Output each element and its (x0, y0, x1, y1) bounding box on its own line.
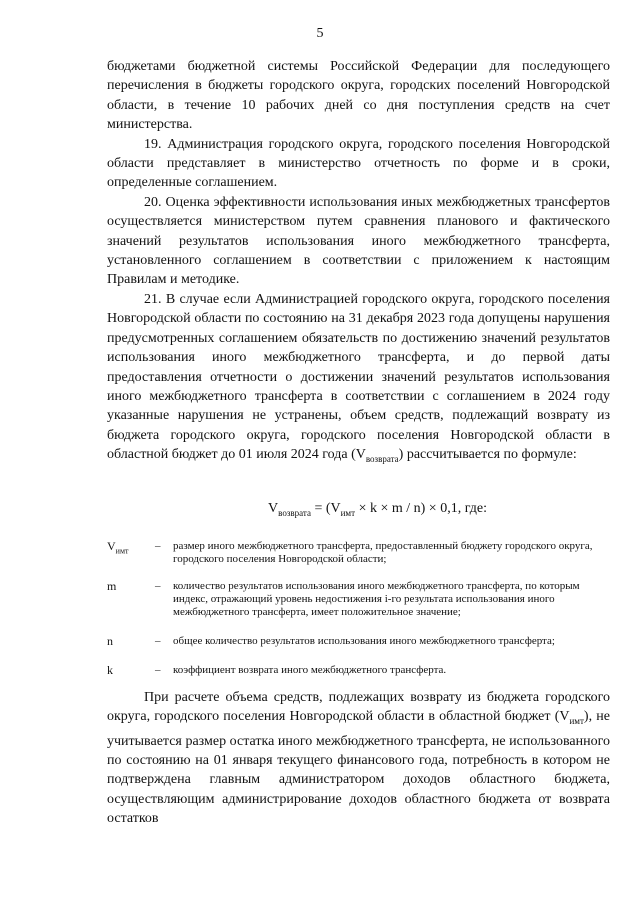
definition-dash: – (155, 635, 161, 647)
definition-text: количество результатов использования иного межбюджетного трансферта, по которым индекс, отражающий уровень недостижения i-го результата использования иного межбюджетного трансферта, имеет положительное значение; (173, 580, 580, 619)
definition-dash: – (155, 580, 161, 592)
definition-text: размер иного межбюджетного трансферта, предоставленный бюджету городского округа, городского поселения Новгородской области; (173, 540, 593, 566)
closing-text-block (107, 688, 610, 829)
definition-text: общее количество результатов использования иного межбюджетного трансферта; (173, 635, 555, 647)
definition-dash: – (155, 664, 161, 676)
definition-row (107, 635, 610, 664)
symbol-letter: V (107, 539, 116, 553)
paragraph-21-subscript: возврата (365, 453, 399, 464)
closing-tail: ), не учитывается размер остатка иного межбюджетного трансферта, не использованного по состоянию на 01 января текущего финансового года, потребность в котором не подтверждена главным администратором доходов областного бюджета, осуществляющим администрирование доходов областного бюджета от возврата остатков (107, 709, 610, 827)
paragraph-21-tail: ) рассчитывается по формуле: (398, 447, 577, 463)
definition-row (107, 580, 610, 635)
definition-text: коэффициент возврата иного межбюджетного трансферта. (173, 664, 447, 676)
definition-symbol: k (107, 663, 113, 677)
formula-rest: × k × m / n) × 0,1, где: (355, 501, 487, 516)
definition-symbol: n (107, 634, 113, 648)
paragraph-21-text: 21. В случае если Администрацией городского округа, городского поселения Новгородской области по состоянию на 31 декабря 2023 года допущены нарушения предусмотренных соглашением обязательств по достижению значений результатов использования иного межбюджетного трансферта, и до первой даты предоставления отчетности о достижении значений результатов использования иного межбюджетного трансферта в соответствии с соглашением в 2024 году указанные нарушения не устранены, объем средств, подлежащий возврату из бюджета городского округа, городского поселения Новгородской области в областной бюджет до 01 июля 2024 года (V (107, 291, 610, 463)
definition-dash: – (155, 540, 161, 552)
closing-paragraph (107, 688, 610, 829)
closing-subscript: имт (569, 716, 584, 727)
paragraph-20: 20. Оценка эффективности использования иных межбюджетных трансфертов осуществляется министерством путем сравнения планового и фактического значений результатов использования иного межбюджетного трансферта, установленного соглашением в соответствии с приложением к настоящим Правилам и методике. (107, 194, 610, 288)
paragraph-21 (107, 290, 610, 469)
paragraph-19: 19. Администрация городского округа, городского поселения Новгородской области представляет в министерство отчетность по форме и в сроки, определенные соглашением. (107, 136, 610, 191)
return-formula (0, 501, 640, 518)
paragraph-18-continuation: бюджетами бюджетной системы Российской Федерации для последующего перечисления в бюджеты городского округа, городских поселений Новгородской области, в течение 10 рабочих дней со дня поступления средств на счет министерства. (107, 59, 610, 133)
definition-symbol (107, 540, 129, 558)
definition-symbol: m (107, 579, 117, 593)
formula-eq: = (V (310, 501, 341, 516)
formula-v: V (268, 501, 279, 516)
formula-sub-return: возврата (278, 507, 311, 518)
page-number: 5 (316, 26, 324, 41)
definition-row (107, 540, 610, 580)
symbol-subscript: имт (115, 546, 129, 556)
main-text-block (107, 57, 610, 469)
definition-row (107, 664, 610, 682)
formula-sub-imt: имт (340, 507, 356, 518)
variable-definitions (107, 540, 610, 682)
closing-text: При расчете объема средств, подлежащих возврату из бюджета городского округа, городского поселения Новгородской области в областной бюджет (V (107, 690, 610, 725)
